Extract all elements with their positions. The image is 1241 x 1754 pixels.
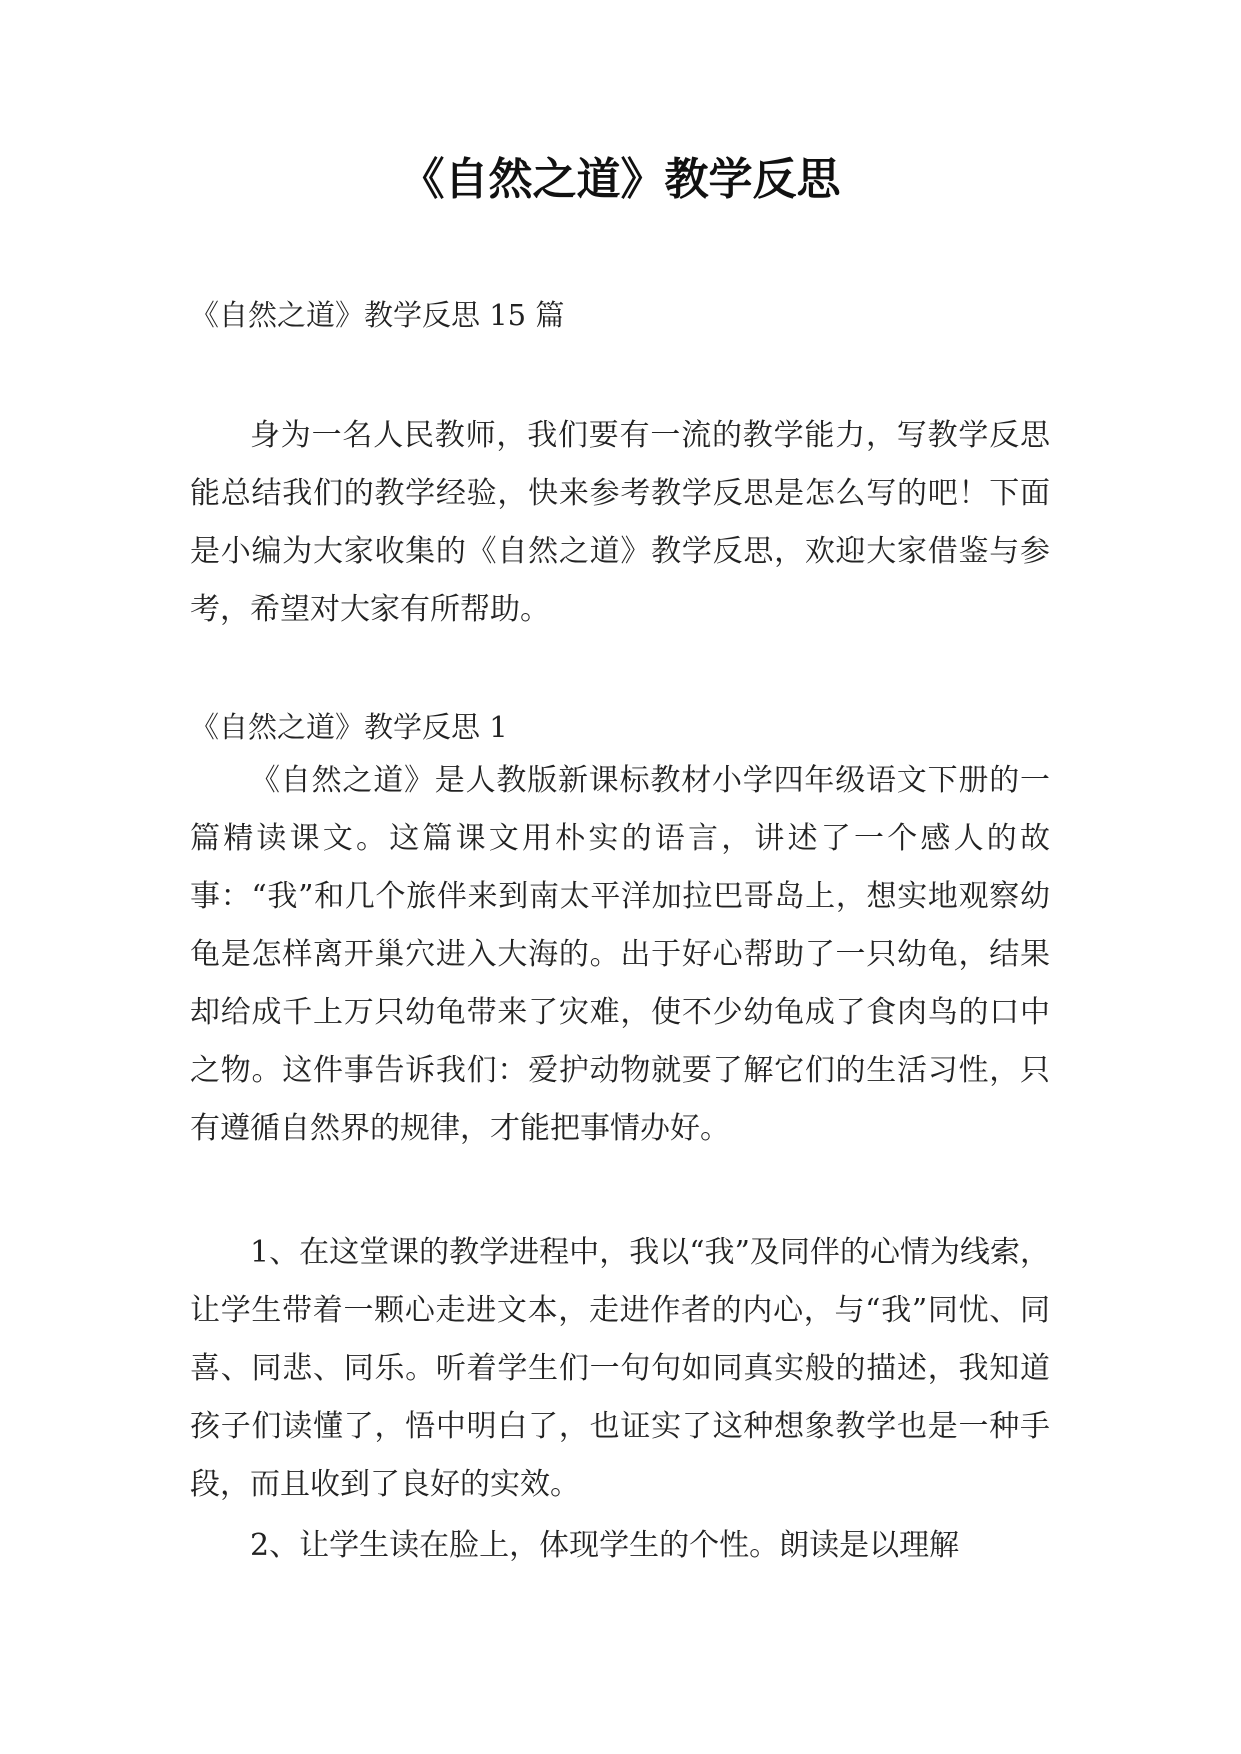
body-paragraph-3: 2、让学生读在脸上，体现学生的个性。朗读是以理解	[250, 1528, 960, 1563]
page-title: 《自然之道》教学反思	[400, 154, 841, 205]
body-paragraph-2: 1、在这堂课的教学进程中，我以“我”及同伴的心情为线索，让学生带着一颗心走进文本，走进作者的内心，与“我”同忧、同喜、同悲、同乐。听着学生们一句句如同真实般的描述，我知道孩子们读懂了，悟中明白了，也证实了这种想象教学也是一种手段，而且收到了良好的实效。	[190, 1235, 1050, 1502]
document-subtitle: 《自然之道》教学反思 15 篇	[190, 298, 565, 332]
section-heading: 《自然之道》教学反思 1	[190, 710, 508, 744]
intro-paragraph: 身为一名人民教师，我们要有一流的教学能力，写教学反思能总结我们的教学经验，快来参考教学反思是怎么写的吧！下面是小编为大家收集的《自然之道》教学反思，欢迎大家借鉴与参考，希望对大家有所帮助。	[190, 418, 1050, 627]
body-paragraph-1: 《自然之道》是人教版新课标教材小学四年级语文下册的一篇精读课文。这篇课文用朴实的语言，讲述了一个感人的故事：“我”和几个旅伴来到南太平洋加拉巴哥岛上，想实地观察幼龟是怎样离开巢穴进入大海的。出于好心帮助了一只幼龟，结果却给成千上万只幼龟带来了灾难，使不少幼龟成了食肉鸟的口中之物。这件事告诉我们：爱护动物就要了解它们的生活习性，只有遵循自然界的规律，才能把事情办好。	[190, 763, 1050, 1146]
